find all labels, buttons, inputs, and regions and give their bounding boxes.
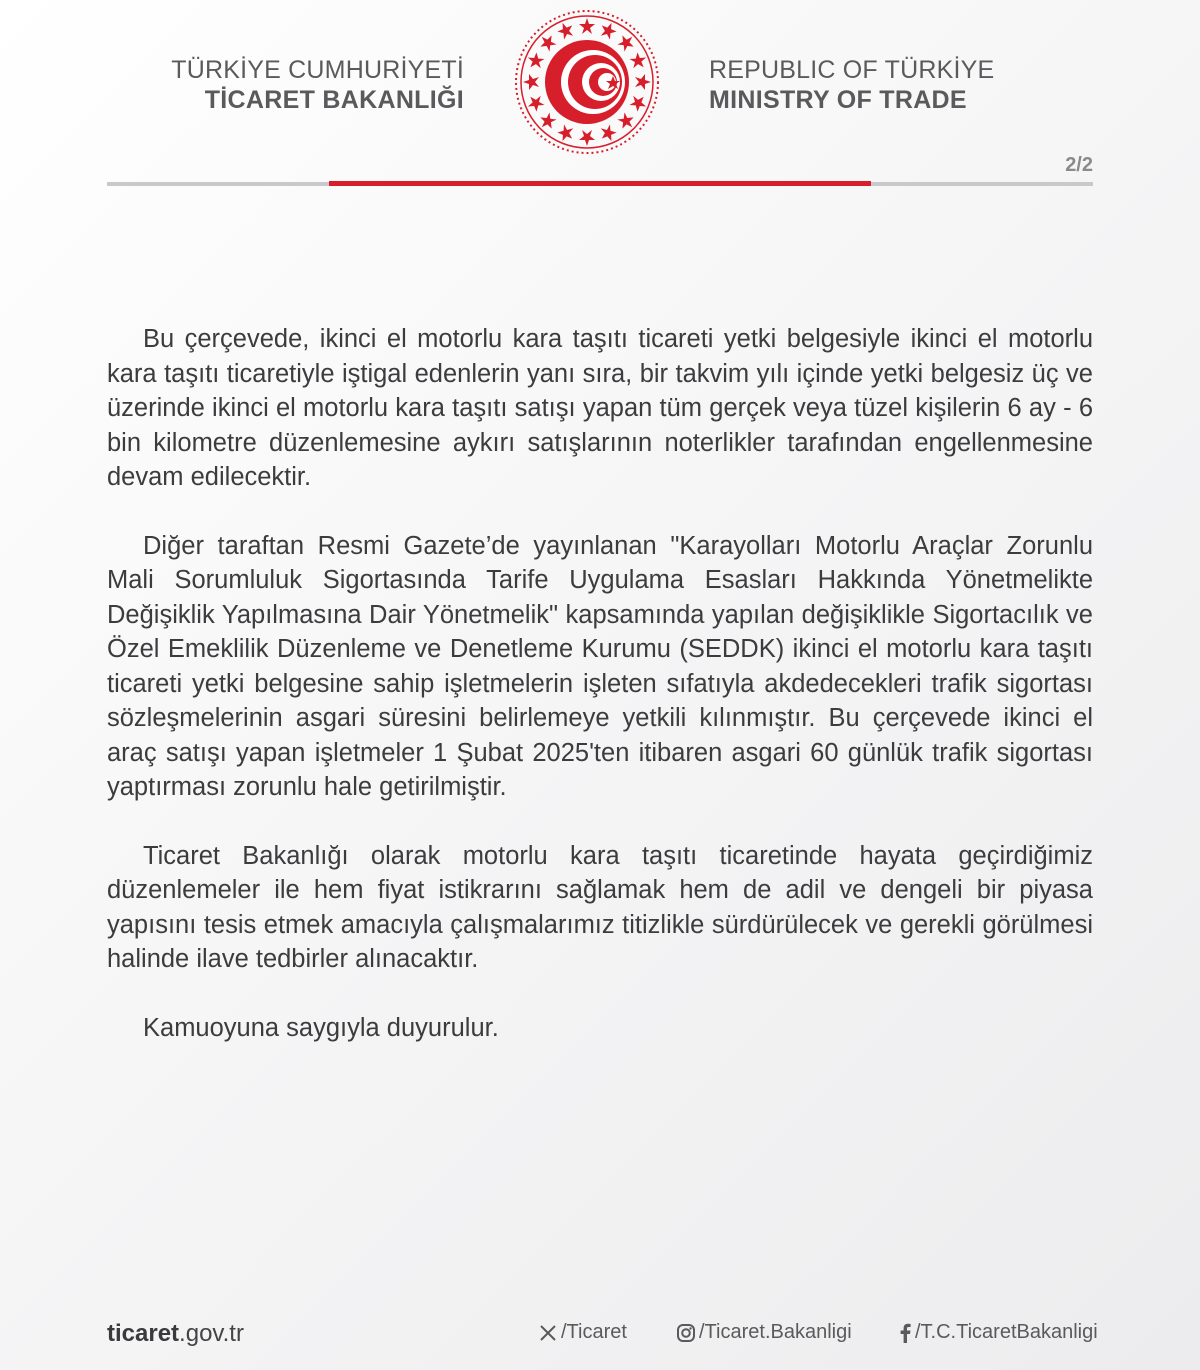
facebook-social-link[interactable] bbox=[898, 1321, 1098, 1344]
press-release-body bbox=[107, 322, 1093, 1079]
paragraph-closing: Kamuoyuna saygıyla duyurulur. bbox=[143, 1013, 499, 1042]
header-divider-accent bbox=[329, 181, 871, 186]
header-turkish-title bbox=[171, 55, 464, 115]
header-country-en: REPUBLIC OF TÜRKİYE bbox=[709, 56, 995, 84]
paragraph-2: Diğer taraftan Resmi Gazete’de yayınlanan "Karayolları Motorlu Araçlar Zorunlu Mali Sorumluluk Sigortasında Tarife Uygulama Esasları Hakkında Yönetmelikte Değişiklik Yapılmasına Dair Yönetmelik" kapsamında yapılan değişiklikle Sigortacılık ve Özel Emeklilik Düzenleme ve Denetleme Kurumu (SEDDK) ikinci el motorlu kara taşıtı ticareti yetki belgesine sahip işletmelerin işleten sıfatıyla akdedecekleri trafik sigortası sözleşmelerinin asgari süresini belirlemeye yetkili kılınmıştır. Bu çerçevede ikinci el araç satışı yapan işletmeler 1 Şubat 2025'ten itibaren asgari 60 günlük trafik sigortası yaptırması zorunlu hale getirilmiştir. bbox=[107, 531, 1093, 801]
paragraph-3: Ticaret Bakanlığı olarak motorlu kara taşıtı ticaretinde hayata geçirdiğimiz düzenlemeler ile hem fiyat istikrarını sağlamak hem de adil ve dengeli bir piyasa yapısını tesis etmek amacıyla çalışmalarımız titizlikle sürdürülecek ve gerekli görülmesi halinde ilave tedbirler alınacaktır. bbox=[107, 841, 1093, 973]
page-number: 2/2 bbox=[1065, 154, 1093, 176]
instagram-icon bbox=[676, 1323, 696, 1343]
header-country-tr: TÜRKİYE CUMHURİYETİ bbox=[171, 56, 464, 84]
x-icon bbox=[538, 1323, 558, 1343]
x-handle: /Ticaret bbox=[561, 1321, 627, 1343]
paragraph-1: Bu çerçevede, ikinci el motorlu kara taşıtı ticareti yetki belgesiyle ikinci el motorlu kara taşıtı ticaretiyle iştigal edenlerin yanı sıra, bir takvim yılı içinde yetki belgesiz üç ve üzerinde ikinci el motorlu kara taşıtı satışı yapan tüm gerçek veya tüzel kişilerin 6 ay - 6 bin kilometre düzenlemesine aykırı satışlarının noterlikler tarafından engellenmesine devam edilecektir. bbox=[107, 325, 1093, 491]
x-social-link[interactable] bbox=[538, 1321, 627, 1344]
website-domain-bold: ticaret bbox=[107, 1320, 180, 1347]
instagram-handle: /Ticaret.Bakanligi bbox=[699, 1321, 852, 1343]
ministry-emblem-icon bbox=[513, 8, 661, 156]
facebook-handle: /T.C.TicaretBakanligi bbox=[915, 1321, 1098, 1343]
website-link[interactable] bbox=[107, 1320, 244, 1348]
header-ministry-en: MINISTRY OF TRADE bbox=[709, 86, 967, 114]
instagram-social-link[interactable] bbox=[676, 1321, 852, 1344]
header-english-title bbox=[709, 55, 994, 115]
website-domain-suffix: .gov.tr bbox=[179, 1320, 244, 1347]
header-ministry-tr: TİCARET BAKANLIĞI bbox=[204, 86, 464, 114]
footer bbox=[0, 1318, 1200, 1350]
facebook-icon bbox=[898, 1323, 912, 1343]
